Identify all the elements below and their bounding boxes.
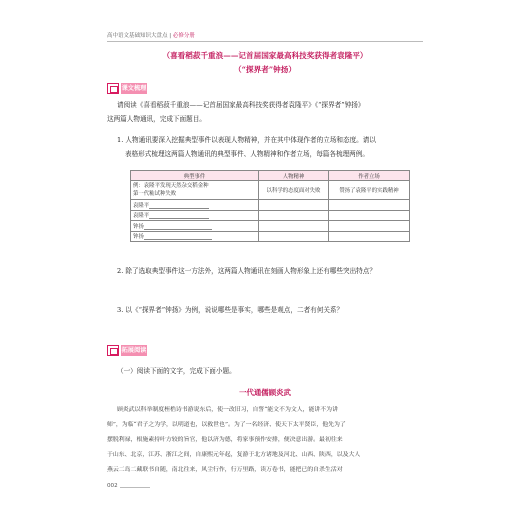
- page-number: 002: [107, 483, 118, 489]
- example-stance-cell: 赞扬了袁隆平的实践精神: [329, 181, 410, 200]
- header-text: 高中语文基础知识大盘点 |: [107, 33, 173, 39]
- example-event-cell: [131, 181, 259, 200]
- answer-blank[interactable]: [144, 223, 212, 230]
- example-spirit-cell: 以科学的态度面对失败: [259, 181, 329, 200]
- table-row-example: [131, 181, 410, 200]
- header-event: 典型事件: [131, 171, 259, 181]
- question-1-line-1: 1. 人物通讯要深入挖掘典型事件以表现人物精神，并在其中体现作者的立场和态度。请以: [117, 136, 376, 144]
- table-header-row: [131, 171, 410, 181]
- title-line-2: （“探界者”钟扬）: [234, 65, 296, 74]
- answer-blank[interactable]: [144, 233, 212, 240]
- answer-cell[interactable]: [259, 221, 329, 231]
- example-event-line-2: 第一代籼试种失败: [133, 191, 177, 198]
- running-header: [107, 31, 195, 39]
- answer-blank[interactable]: [149, 212, 209, 219]
- question-1-line-2: 表格形式梳理这两篇人物通讯的典型事件、人物精神和作者立场，每篇各梳理两例。: [125, 150, 369, 158]
- table-row: [131, 200, 410, 210]
- question-3: 3. 以《“探界者”钟扬》为例，说说哪些是事实，哪些是观点，二者有何关系？: [117, 306, 344, 314]
- article-line-4: 于山东、北京，江苏、浙江之间，自康熙元年起，复游于北方诸地及河北、山西、陕西，以及大人: [107, 452, 361, 458]
- intro-line-1: 请阅读《喜看稻菽千重浪——记首届国家最高科技奖获得者袁隆平》《“探界者”钟扬》: [117, 101, 365, 109]
- table-row: [131, 231, 410, 241]
- summary-table: [130, 170, 410, 242]
- header-divider: [107, 41, 423, 42]
- article-title: 一代通儒顾炎武: [239, 388, 291, 397]
- table-row: [131, 221, 410, 231]
- intro-line-2: 这两篇人物通讯，完成下面题目。: [107, 115, 206, 123]
- title-line-1: （喜看稻菽千重浪——记首届国家最高科技奖获得者袁隆平）: [162, 51, 368, 60]
- answer-cell[interactable]: [329, 210, 410, 220]
- answer-cell[interactable]: [259, 231, 329, 241]
- section-label: 拓展阅读: [121, 347, 147, 354]
- article-line-1: 顾炎武以科举制度桎梏诗书游说东后，使一改旧习，自誓“能文不为文人，能讲不为讲: [117, 407, 338, 413]
- answer-cell[interactable]: [329, 221, 410, 231]
- section-label: 课文梳理: [121, 85, 147, 92]
- example-event-line-1: 例：袁隆平发现天然杂交稻金种: [133, 183, 209, 190]
- header-tag: 必修分册: [172, 33, 195, 39]
- page-number-rule: [120, 487, 150, 488]
- reading-instruction: （一）阅读下面的文字，完成下面小题。: [117, 367, 236, 375]
- book-icon: [107, 345, 119, 356]
- row-person-label: 袁隆平: [131, 200, 259, 210]
- header-stance: 作者立场: [329, 171, 410, 181]
- table-row: [131, 210, 410, 220]
- header-spirit: 人物精神: [259, 171, 329, 181]
- question-2: 2. 除了选取典型事件这一方法外，这两篇人物通讯在刻画人物形象上还有哪些突出特点？: [117, 267, 376, 275]
- answer-cell[interactable]: [259, 200, 329, 210]
- article-line-3: 摆脱利禄，根施素持叶方较的旨官，他以济为德，将家事预作安排，便决意出游。最初往来: [107, 437, 343, 443]
- row-person-label: 钟扬: [131, 221, 259, 231]
- row-person-label: 袁隆平: [131, 210, 259, 220]
- article-line-2: 师”，为临“君子之为学，以明道也，以救世也”。为了一名经济、使天下太平贤臣，他先为了: [107, 422, 346, 428]
- book-icon: [107, 83, 119, 94]
- answer-cell[interactable]: [329, 231, 410, 241]
- answer-cell[interactable]: [329, 200, 410, 210]
- answer-blank[interactable]: [149, 202, 209, 209]
- row-person-label: 钟扬: [131, 231, 259, 241]
- answer-cell[interactable]: [259, 210, 329, 220]
- article-line-5: 燕云二岛二藏联书自随，南北往来，风尘行作，行万里路，读万卷书，能把已的自杀生活对: [107, 467, 343, 473]
